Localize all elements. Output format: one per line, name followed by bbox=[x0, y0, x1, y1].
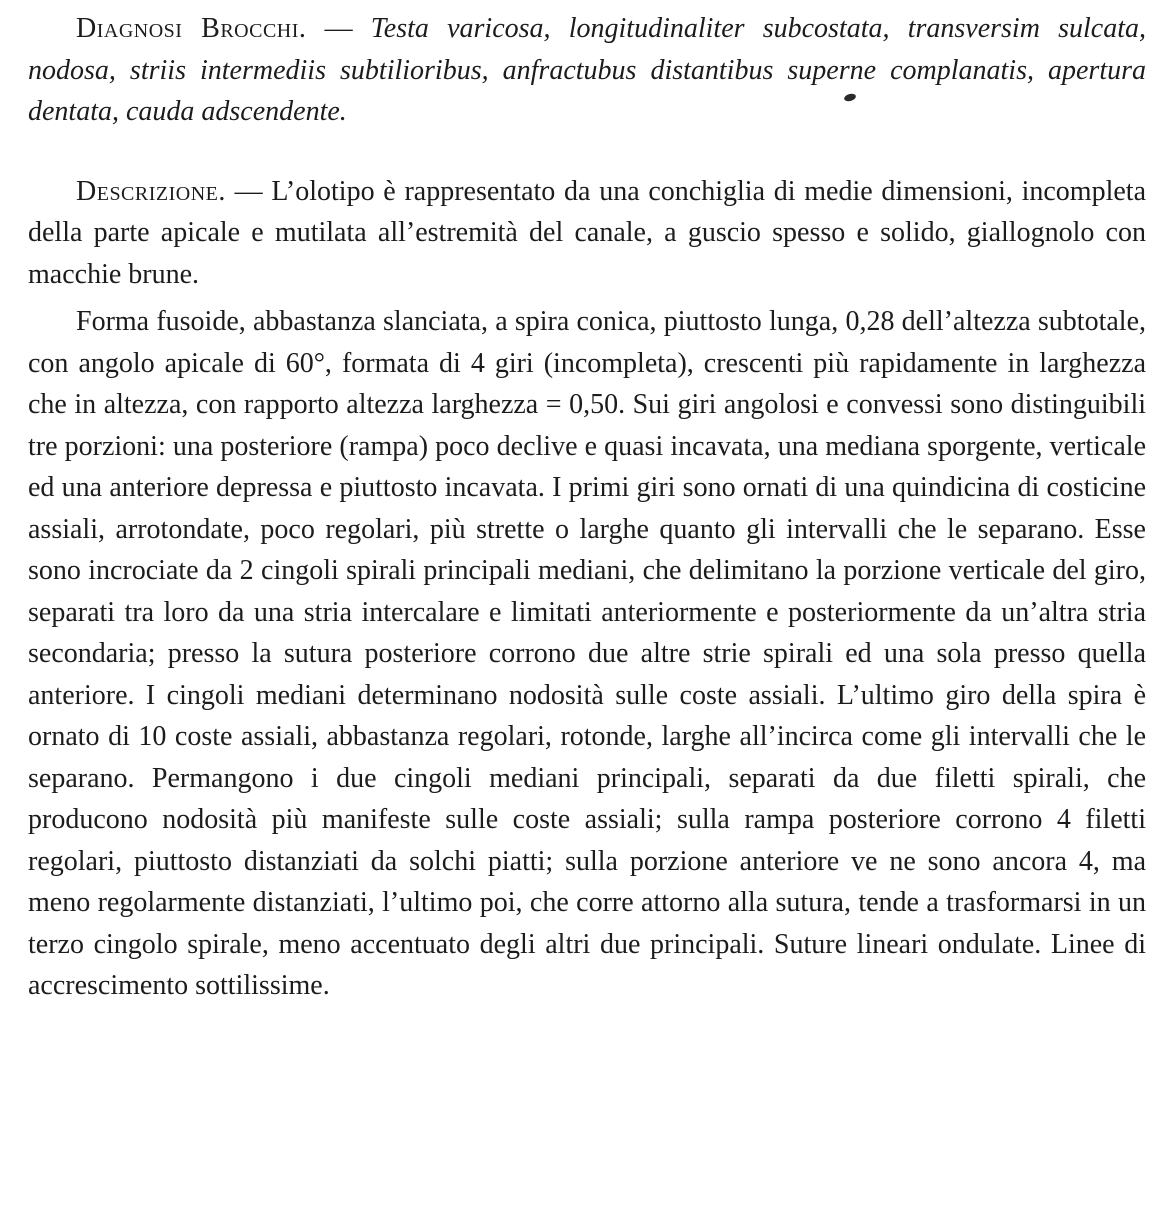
document-page bbox=[28, 8, 1146, 1007]
diagnosis-paragraph bbox=[28, 8, 1146, 133]
description-text-2: Forma fusoide, abbastanza slanciata, a spira conica, piuttosto lunga, 0,28 dell’altezza subtotale, con angolo apicale di 60°, formata di 4 giri (incompleta), crescenti più rapidamente in larghezza che in altezza, con rapporto altezza larghezza = 0,50. Sui giri angolosi e convessi sono distinguibili tre porzioni: una posteriore (rampa) poco declive e quasi incavata, una mediana sporgente, verticale ed una anteriore depressa e piuttosto incavata. I primi giri sono ornati di una quindicina di costicine assiali, arrotondate, poco regolari, più strette o larghe quanto gli intervalli che le separano. Esse sono incrociate da 2 cingoli spirali principali mediani, che delimitano la porzione verticale del giro, separati tra loro da una stria intercalare e limitati anteriormente e posteriormente da un’altra stria secondaria; presso la sutura posteriore corrono due altre strie spirali ed una sola presso quella anteriore. I cingoli mediani determinano nodosità sulle coste assiali. L’ultimo giro della spira è ornato di 10 coste assiali, abbastanza regolari, rotonde, larghe all’incirca come gli intervalli che le separano. Permangono i due cingoli mediani principali, separati da due filetti spirali, che producono nodosità più manifeste sulle coste assiali; sulla rampa posteriore corrono 4 filetti regolari, piuttosto distanziati da solchi piatti; sulla porzione anteriore ve ne sono ancora 4, ma meno regolarmente distanziati, l’ultimo poi, che corre attorno alla sutura, tende a trasformarsi in un terzo cingolo spirale, meno accentuato degli altri due principali. Suture lineari ondulate. Linee di accrescimento sottilissime. bbox=[28, 306, 1146, 1001]
diagnosis-dash: — bbox=[306, 13, 371, 44]
description-paragraph-1 bbox=[28, 171, 1146, 296]
description-paragraph-2 bbox=[28, 301, 1146, 1007]
diagnosis-text: Testa varicosa, longitudinaliter subcostata, transversim sulcata, nodosa, striis intermediis subtilioribus, anfractubus distantibus superne complanatis, apertura dentata, cauda adscendente. bbox=[28, 13, 1146, 127]
description-dash: — bbox=[225, 175, 272, 207]
description-heading: Descrizione. bbox=[76, 175, 226, 207]
description-text-1: L’olotipo è rappresentato da una conchiglia di medie dimensioni, incompleta della parte apicale e mutilata all’estremità del canale, a guscio spesso e solido, giallognolo con macchie brune. bbox=[28, 175, 1146, 290]
diagnosis-heading: Diagnosi Brocchi. bbox=[76, 13, 307, 44]
